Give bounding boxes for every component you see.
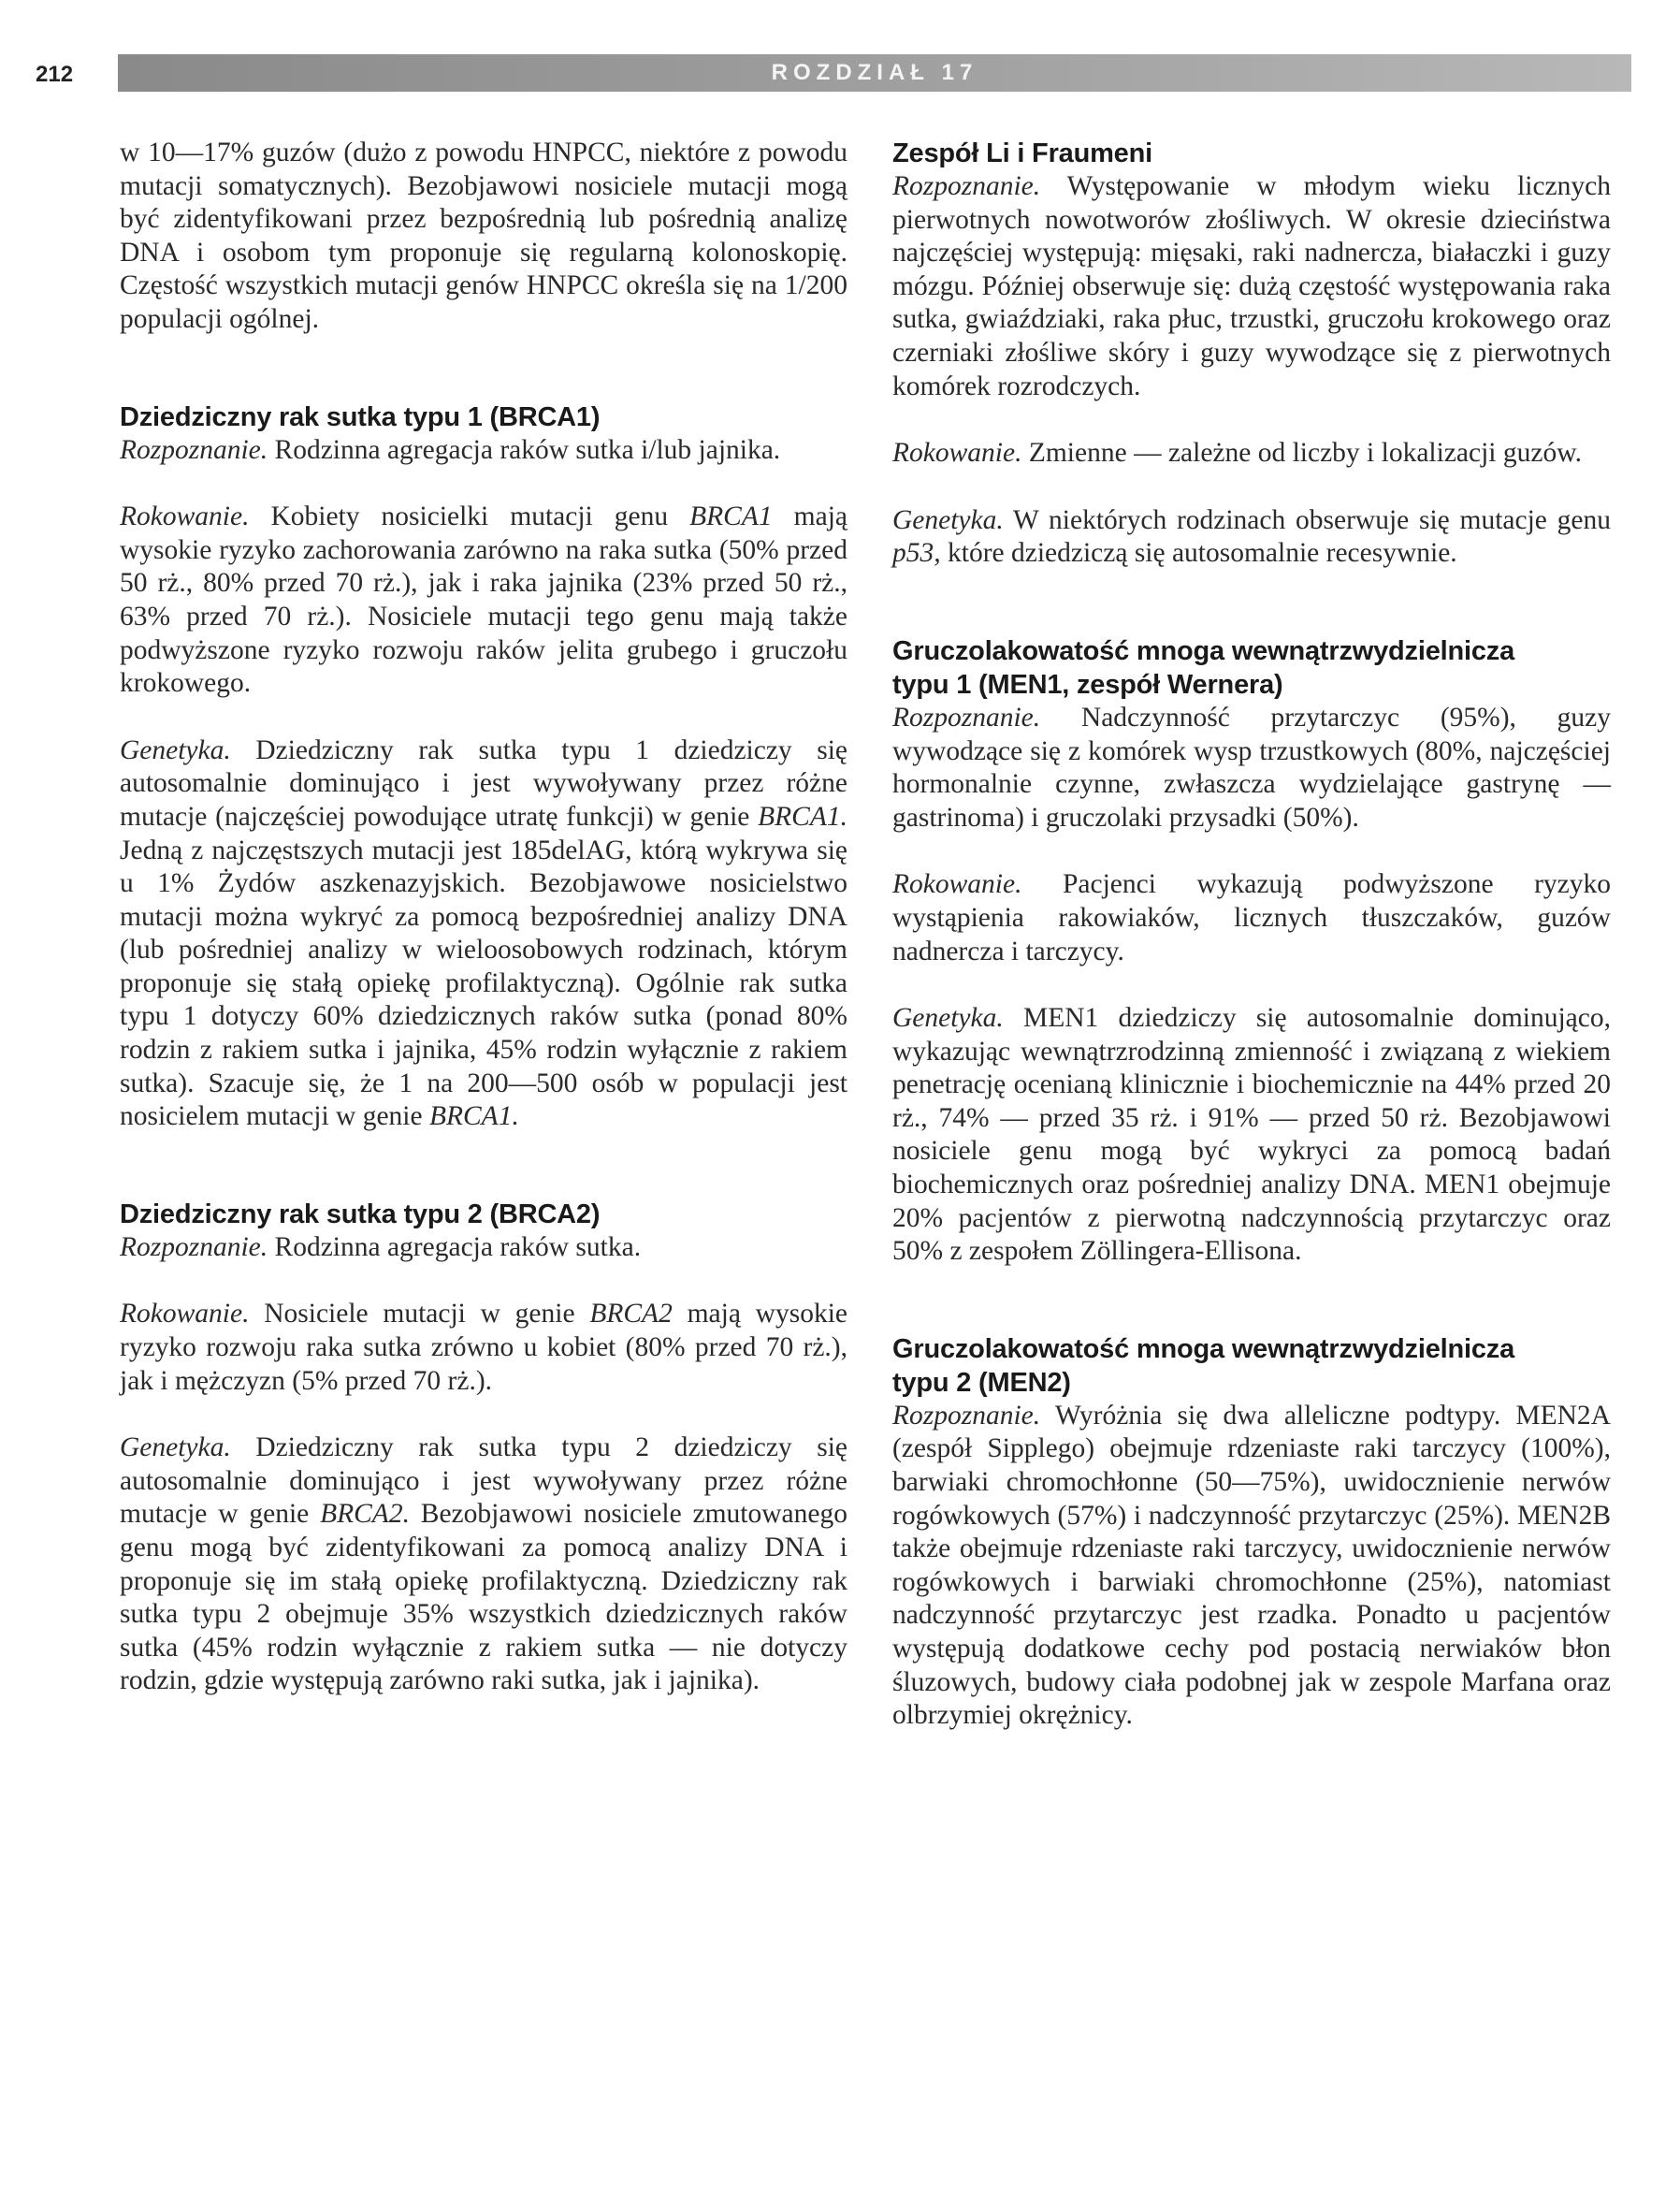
brca2-genetics — [120, 1431, 847, 1698]
prognosis-label: Rokowanie. — [892, 869, 1022, 900]
heading-line: Gruczolakowatość mnoga wewnątrzwydzielnicza — [892, 635, 1515, 666]
brca1-genetics — [120, 734, 847, 1134]
prognosis-text: Pacjenci wykazują podwyższone ryzyko wystąpienia rakowiaków, licznych tłuszczaków, guzów nadnercza i tarczycy. — [892, 869, 1611, 966]
genetics-text: Dziedziczny rak sutka typu 1 dziedziczy się autosomalnie dominująco i jest wywoływany przez różne mutacje (najczęściej powodujące utratę funkcji) w genie — [120, 734, 847, 832]
section-heading-brca2: Dziedziczny rak sutka typu 2 (BRCA2) — [120, 1199, 601, 1229]
genetics-text: W niektórych rodzinach obserwuje się mutacje genu — [1003, 504, 1611, 535]
diagnosis-label: Rozpoznanie. — [892, 171, 1041, 201]
diagnosis-text: Rodzinna agregacja raków sutka i/lub jajnika. — [268, 434, 781, 465]
prognosis-text: mają wysokie ryzyko zachorowania zarówno na raka sutka (50% przed 50 rż., 80% przed 70 rż.), jak i raka jajnika (23% przed 50 rż., 63% przed 70 rż.). Nosiciele mutacji tego genu mają także podwyższone ryzyko rozwoju raków jelita grubego i gruczołu krokowego. — [120, 501, 847, 699]
li-fraumeni-genetics — [892, 504, 1611, 571]
page-number: 212 — [36, 62, 74, 87]
prognosis-text: mają wysokie ryzyko rozwoju raka sutka zrówno u kobiet (80% przed 70 rż.), jak i mężczyzn (5% przed 70 rż.). — [120, 1299, 847, 1396]
gene-name: BRCA1. — [758, 801, 847, 832]
brca2-diagnosis — [120, 1231, 847, 1265]
diagnosis-text: Nadczynność przytarczyc (95%), guzy wywodzące się z komórek wysp trzustkowych (80%, najczęściej hormonalnie czynne, zwłaszcza wydzielające gastrynę — gastrinoma) i gruczolaki przysadki (50%). — [892, 702, 1611, 833]
brca1-diagnosis — [120, 434, 847, 468]
diagnosis-label: Rozpoznanie. — [892, 702, 1041, 733]
gene-name: p53, — [892, 538, 941, 569]
genetics-label: Genetyka. — [120, 734, 231, 765]
heading-line: typu 1 (MEN1, zespół Wernera) — [892, 669, 1283, 700]
diagnosis-text: Wyróżnia się dwa alleliczne podtypy. MEN2A (zespół Sipplego) obejmuje rdzeniaste raki tarczycy (100%), barwiaki chromochłonne (50—75%), uwidocznienie nerwów rogówkowych (57%) i nadczynność przytarczyc (25%). MEN2B także obejmuje rdzeniaste raki tarczycy, uwidocznienie nerwów rogówkowych i barwiaki chromochłonne (25%), natomiast nadczynność przytarczyc jest rzadka. Ponadto u pacjentów występują dodatkowe cechy pod postacią nerwiaków błon śluzowych, budowy ciała podobnej jak w zespole Marfana oraz olbrzymiej okrężnicy. — [892, 1400, 1611, 1731]
right-column — [892, 137, 1611, 1733]
gene-name: BRCA2. — [320, 1499, 410, 1530]
genetics-text: Bezobjawowi nosiciele zmutowanego genu mogą być zidentyfikowani za pomocą analizy DNA i proponuje się im stałą opiekę profilaktyczną. Dziedziczny rak sutka typu 2 obejmuje 35% wszystkich dziedzicznych raków sutka (45% rodzin wyłącznie z rakiem sutka — nie dotyczy rodzin, gdzie występują zarówno raki sutka, jak i jajnika). — [120, 1499, 847, 1696]
gene-name: BRCA2 — [589, 1299, 673, 1329]
genetics-label: Genetyka. — [892, 504, 1004, 535]
diagnosis-text: Występowanie w młodym wieku licznych pierwotnych nowotworów złośliwych. W okresie dzieciństwa najczęściej występują: mięsaki, raki nadnercza, białaczki i guzy mózgu. Później obserwuje się: dużą częstość występowania raka sutka, gwiaździaki, raka płuc, trzustki, gruczołu krokowego oraz czerniaki złośliwe skóry i guzy wywodzące się z pierwotnych komórek rozrodczych. — [892, 171, 1611, 401]
prognosis-text: Nosiciele mutacji w genie — [249, 1299, 590, 1329]
brca2-prognosis — [120, 1298, 847, 1398]
genetics-text: Dziedziczny rak sutka typu 2 dziedziczy się autosomalnie dominująco i jest wywoływany przez różne mutacje w genie — [120, 1432, 847, 1530]
men1-prognosis — [892, 868, 1611, 968]
prognosis-label: Rokowanie. — [120, 1299, 250, 1329]
genetics-text: które dziedziczą się autosomalnie recesywnie. — [940, 538, 1457, 569]
chapter-header-bar — [118, 54, 1631, 92]
chapter-title: ROZDZIAŁ 17 — [771, 60, 978, 85]
prognosis-text: Zmienne — zależne od liczby i lokalizacji guzów. — [1021, 438, 1582, 469]
genetics-label: Genetyka. — [892, 1003, 1004, 1034]
prognosis-label: Rokowanie. — [892, 438, 1022, 469]
section-heading-men2 — [892, 1332, 1611, 1400]
men1-diagnosis — [892, 702, 1611, 835]
li-fraumeni-diagnosis — [892, 170, 1611, 403]
diagnosis-text: Rodzinna agregacja raków sutka. — [268, 1231, 642, 1262]
heading-line: Gruczolakowatość mnoga wewnątrzwydzielnicza — [892, 1333, 1515, 1364]
heading-line: typu 2 (MEN2) — [892, 1367, 1071, 1398]
prognosis-text: Kobiety nosicielki mutacji genu — [249, 501, 690, 532]
gene-name: BRCA1. — [428, 1101, 519, 1132]
genetics-text: MEN1 dziedziczy się autosomalnie dominująco, wykazując wewnątrzrodzinną zmienność i związaną z wiekiem penetrację ocenianą klinicznie i biochemicznie na 44% przed 20 rż., 74% — przed 35 rż. i 91% — przed 50 rż. Bezobjawowi nosiciele genu mogą być wykryci za pomocą badań biochemicznych oraz pośredniej analizy DNA. MEN1 obejmuje 20% pacjentów z pierwotną nadczynnością przytarczyc oraz 50% z zespołem Zöllingera-Ellisona. — [892, 1003, 1611, 1267]
brca1-prognosis — [120, 501, 847, 701]
diagnosis-label: Rozpoznanie. — [120, 434, 268, 465]
men1-genetics — [892, 1002, 1611, 1269]
gene-name: BRCA1 — [689, 501, 773, 532]
li-fraumeni-prognosis — [892, 437, 1611, 471]
genetics-label: Genetyka. — [120, 1432, 231, 1463]
men2-diagnosis — [892, 1400, 1611, 1733]
section-heading-li-fraumeni: Zespół Li i Fraumeni — [892, 138, 1152, 168]
section-heading-men1 — [892, 634, 1611, 702]
diagnosis-label: Rozpoznanie. — [892, 1400, 1041, 1431]
section-heading-brca1: Dziedziczny rak sutka typu 1 (BRCA1) — [120, 401, 601, 432]
intro-paragraph: w 10—17% guzów (dużo z powodu HNPCC, niektóre z powodu mutacji somatycznych). Bezobjawowi nosiciele mutacji mogą być zidentyfikowani przez bezpośrednią lub pośrednią analizę DNA i osobom tym proponuje się regularną kolonoskopię. Częstość wszystkich mutacji genów HNPCC określa się na 1/200 populacji ogólnej. — [120, 138, 847, 334]
diagnosis-label: Rozpoznanie. — [120, 1231, 268, 1262]
left-column — [120, 137, 847, 1698]
prognosis-label: Rokowanie. — [120, 501, 250, 532]
genetics-text: Jedną z najczęstszych mutacji jest 185delAG, którą wykrywa się u 1% Żydów aszkenazyjskich. Bezobjawowe nosicielstwo mutacji można wykryć za pomocą bezpośredniej analizy DNA (lub pośredniej analizy w wieloosobowych rodzinach, którym proponuje się stałą opiekę profilaktyczną). Ogólnie rak sutka typu 1 dotyczy 60% dziedzicznych raków sutka (ponad 80% rodzin z rakiem sutka i jajnika, 45% rodzin wyłącznie z rakiem sutka). Szacuje się, że 1 na 200—500 osób w populacji jest nosicielem mutacji w genie — [120, 835, 847, 1132]
